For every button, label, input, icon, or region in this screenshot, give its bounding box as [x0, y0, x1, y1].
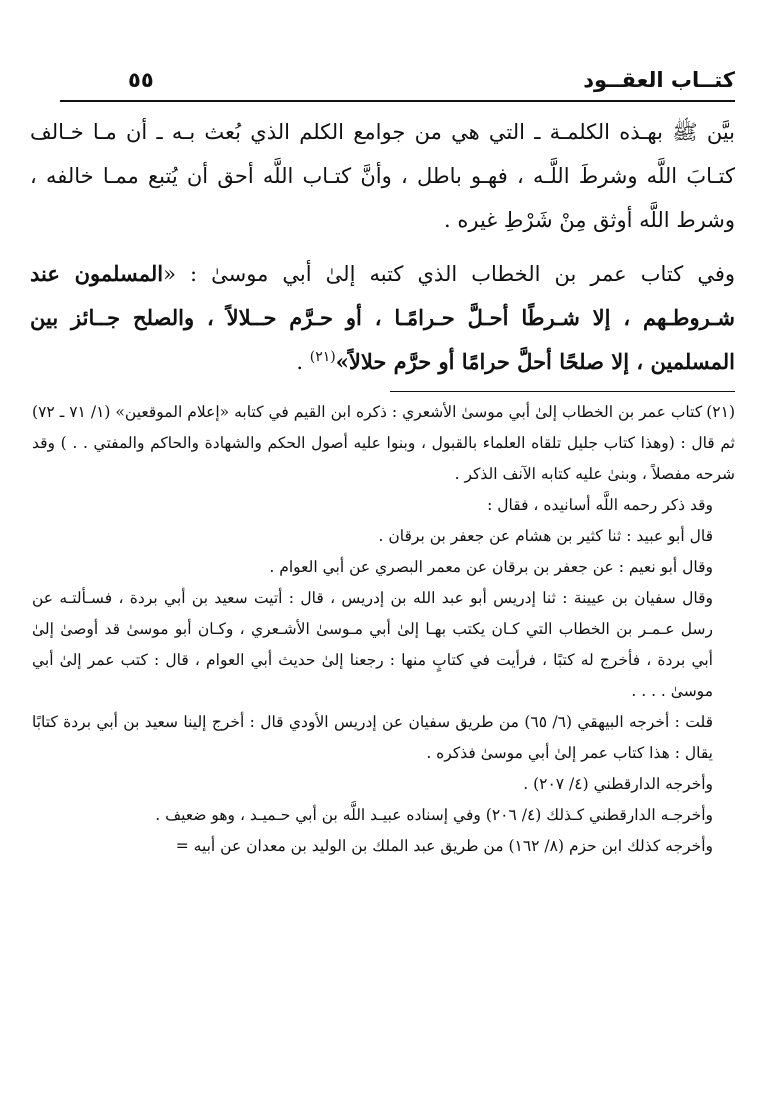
quote-close: »: [335, 349, 349, 374]
footnote-number: (٢١): [706, 403, 735, 421]
footnote-text: كتاب عمر بن الخطاب إلىٰ أبي موسىٰ الأشعري : ذكره ابن القيم في كتابه «إعلام الموقعين» (١/ ٧١ ـ ٧٢) ثم قال : (وهذا كتاب جليل تلقاه العلماء بالقبول ، وبنوا عليه أصول الحكم والشهادة والحاكم والمفتي . . ) وقد شرحه مفصلاً ، وبنىٰ عليه كتابه الآنف الذكر .: [32, 403, 735, 483]
paragraph-1: بيَّن ﷺ بهـذه الكلمـة ـ التي هي من جوامع الكلم الذي بُعث بـه ـ أن مـا خـالف كتـابَ اللَّه وشرطَ اللَّـه ، فهـو باطل ، وأنَّ كتـاب اللَّه أحق أن يُتبع ممـا خالفه ، وشرط اللَّه أوثق مِنْ شَرْطِ غيره .: [30, 120, 735, 232]
running-header: [60, 64, 735, 102]
footnote-line: [32, 397, 735, 490]
main-text: [30, 110, 735, 384]
footnote-line: وقال سفيان بن عيينة : ثنا إدريس أبو عبد الله بن إدريس ، قال : أتيت سعيد بن أبي بردة ، فسـألتـه عن رسل عـمـر بن الخطاب التي كـان يكتب بهـا إلىٰ أبي مـوسىٰ الأشـعري ، وكـان أبو موسىٰ قد أوصىٰ إلىٰ أبي بردة ، فأخرج له كتبًا ، فرأيت في كتابٍ منها : رجعنا إلىٰ حديث أبي العوام ، قال : كتب عمر إلىٰ أبي موسىٰ . . . .: [32, 589, 713, 700]
quoted-text: المسلمون عند شـروطـهم ، إلا شـرطًا أحـلَّ حـرامًـا ، أو حـرَّم حــلالاً ، والصلح جــائز بين المسلمين ، إلا صلحًا أحلَّ حرامًا أو حرَّم حلالاً: [30, 261, 735, 374]
page-number: ٥٥: [128, 68, 154, 92]
footnotes: [32, 397, 735, 862]
footnote-line: قال أبو عبيد : ثنا كثير بن هشام عن جعفر بن برقان .: [378, 527, 713, 545]
footnote-line: وأخرجـه الدارقطني كـذلك (٤/ ٢٠٦) وفي إسناده عبيـد اللَّه بن أبي حـميـد ، وهو ضعيف .: [155, 806, 713, 824]
footnote-line: قلت : أخرجه البيهقي (٦/ ٦٥) من طريق سفيان عن إدريس الأودي قال : أخرج إلينا سعيد بن أبي بردة كتابًا يقال : هذا كتاب عمر إلىٰ أبي موسىٰ فذكره .: [32, 713, 713, 762]
paragraph-2-intro: وفي كتاب عمر بن الخطاب الذي كتبه إلىٰ أبي موسىٰ : «: [163, 262, 736, 286]
footnote-line: وقال أبو نعيم : عن جعفر بن برقان عن معمر البصري عن أبي العوام .: [269, 558, 713, 576]
paragraph-2: [30, 252, 735, 384]
footnote-line: وقد ذكر رحمه اللَّه أسانيده ، فقال :: [487, 496, 713, 514]
footnote-divider: [390, 391, 735, 392]
paragraph-2-end: .: [296, 350, 310, 374]
footnote-line: وأخرجه الدارقطني (٤/ ٢٠٧) .: [523, 775, 713, 793]
chapter-title: كتــاب العقــود: [583, 68, 735, 92]
footnote-marker: (٢١): [309, 349, 336, 365]
footnote-line: وأخرجه كذلك ابن حزم (٨/ ١٦٢) من طريق عبد الملك بن الوليد بن معدان عن أبيه =: [175, 837, 713, 855]
